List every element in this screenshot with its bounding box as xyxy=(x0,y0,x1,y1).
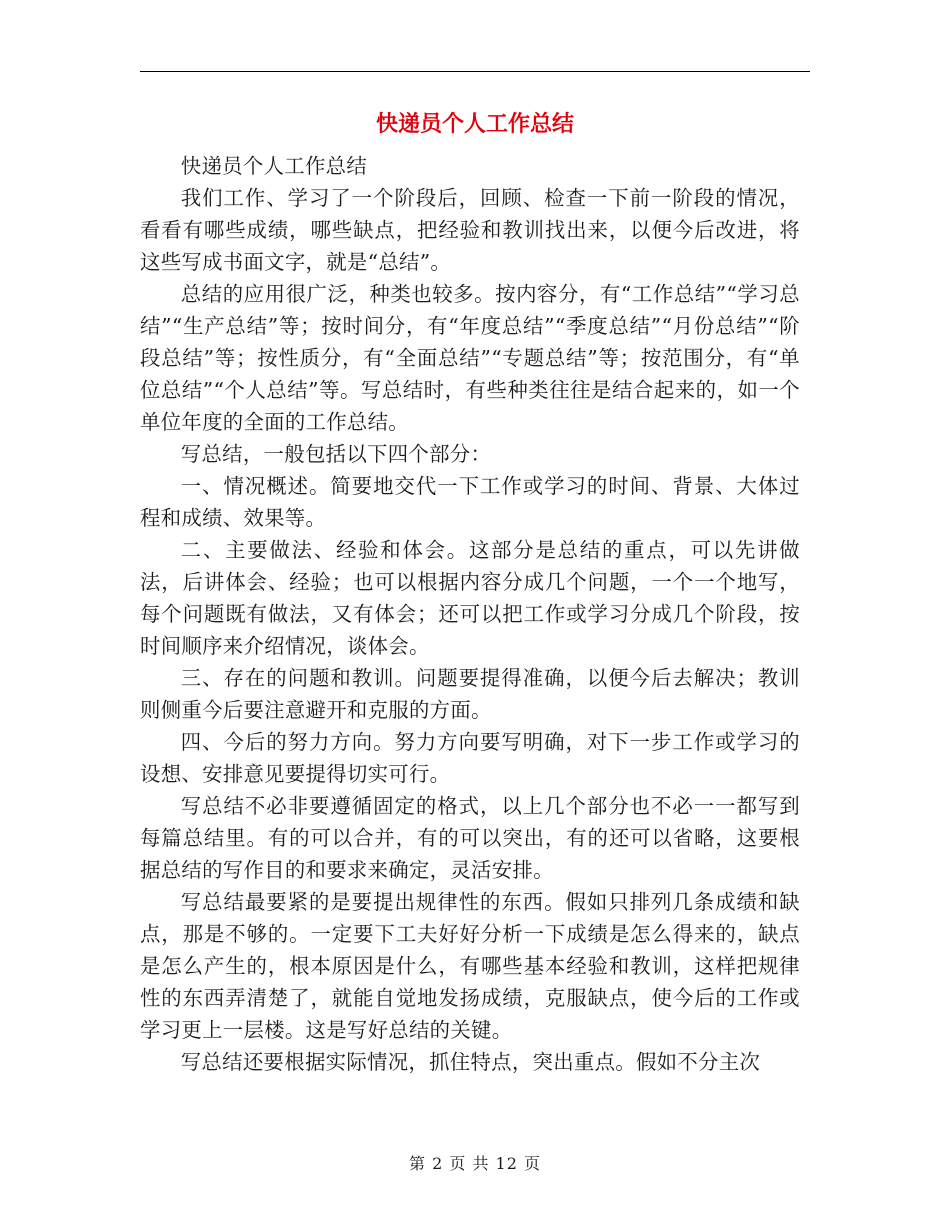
paragraph: 写总结还要根据实际情况，抓住特点，突出重点。假如不分主次 xyxy=(180,1050,761,1074)
paragraph: 四、今后的努力方向。努力方向要写明确，对下一步工作或学习的设想、安排意见要提得切实可行。 xyxy=(140,730,800,786)
paragraph: 一、情况概述。简要地交代一下工作或学习的时间、背景、大体过程和成绩、效果等。 xyxy=(140,474,800,530)
page-number-label: 第 2 页 共 12 页 xyxy=(409,1154,541,1173)
paragraph: 写总结，一般包括以下四个部分： xyxy=(180,442,492,466)
header-rule xyxy=(140,71,810,72)
paragraph: 写总结不必非要遵循固定的格式，以上几个部分也不必一一都写到每篇总结里。有的可以合并，有的可以突出，有的还可以省略，这要根据总结的写作目的和要求来确定，灵活安排。 xyxy=(140,794,800,882)
paragraph: 总结的应用很广泛，种类也较多。按内容分，有“工作总结”“学习总结”“生产总结”等；按时间分，有“年度总结”“季度总结”“月份总结”“阶段总结”等；按性质分，有“全面总结”“专题总结”等；按范围分，有“单位总结”“个人总结”等。写总结时，有些种类往往是结合起来的，如一个单位年度的全面的工作总结。 xyxy=(140,282,800,434)
paragraph: 写总结最要紧的是要提出规律性的东西。假如只排列几条成绩和缺点，那是不够的。一定要下工夫好好分析一下成绩是怎么得来的，缺点是怎么产生的，根本原因是什么，有哪些基本经验和教训，这样把规律性的东西弄清楚了，就能自觉地发扬成绩，克服缺点，使今后的工作或学习更上一层楼。这是写好总结的关键。 xyxy=(140,890,800,1042)
document-body xyxy=(140,150,800,1078)
document-title: 快递员个人工作总结 xyxy=(375,112,574,137)
paragraph: 快递员个人工作总结 xyxy=(180,154,368,178)
paragraph: 二、主要做法、经验和体会。这部分是总结的重点，可以先讲做法，后讲体会、经验；也可以根据内容分成几个问题，一个一个地写，每个问题既有做法，又有体会；还可以把工作或学习分成几个阶段，按时间顺序来介绍情况，谈体会。 xyxy=(140,538,800,658)
page-footer xyxy=(140,1153,810,1175)
paragraph: 我们工作、学习了一个阶段后，回顾、检查一下前一阶段的情况，看看有哪些成绩，哪些缺点，把经验和教训找出来，以便今后改进，将这些写成书面文字，就是“总结”。 xyxy=(140,186,800,274)
paragraph: 三、存在的问题和教训。问题要提得准确，以便今后去解决；教训则侧重今后要注意避开和克服的方面。 xyxy=(140,666,800,722)
